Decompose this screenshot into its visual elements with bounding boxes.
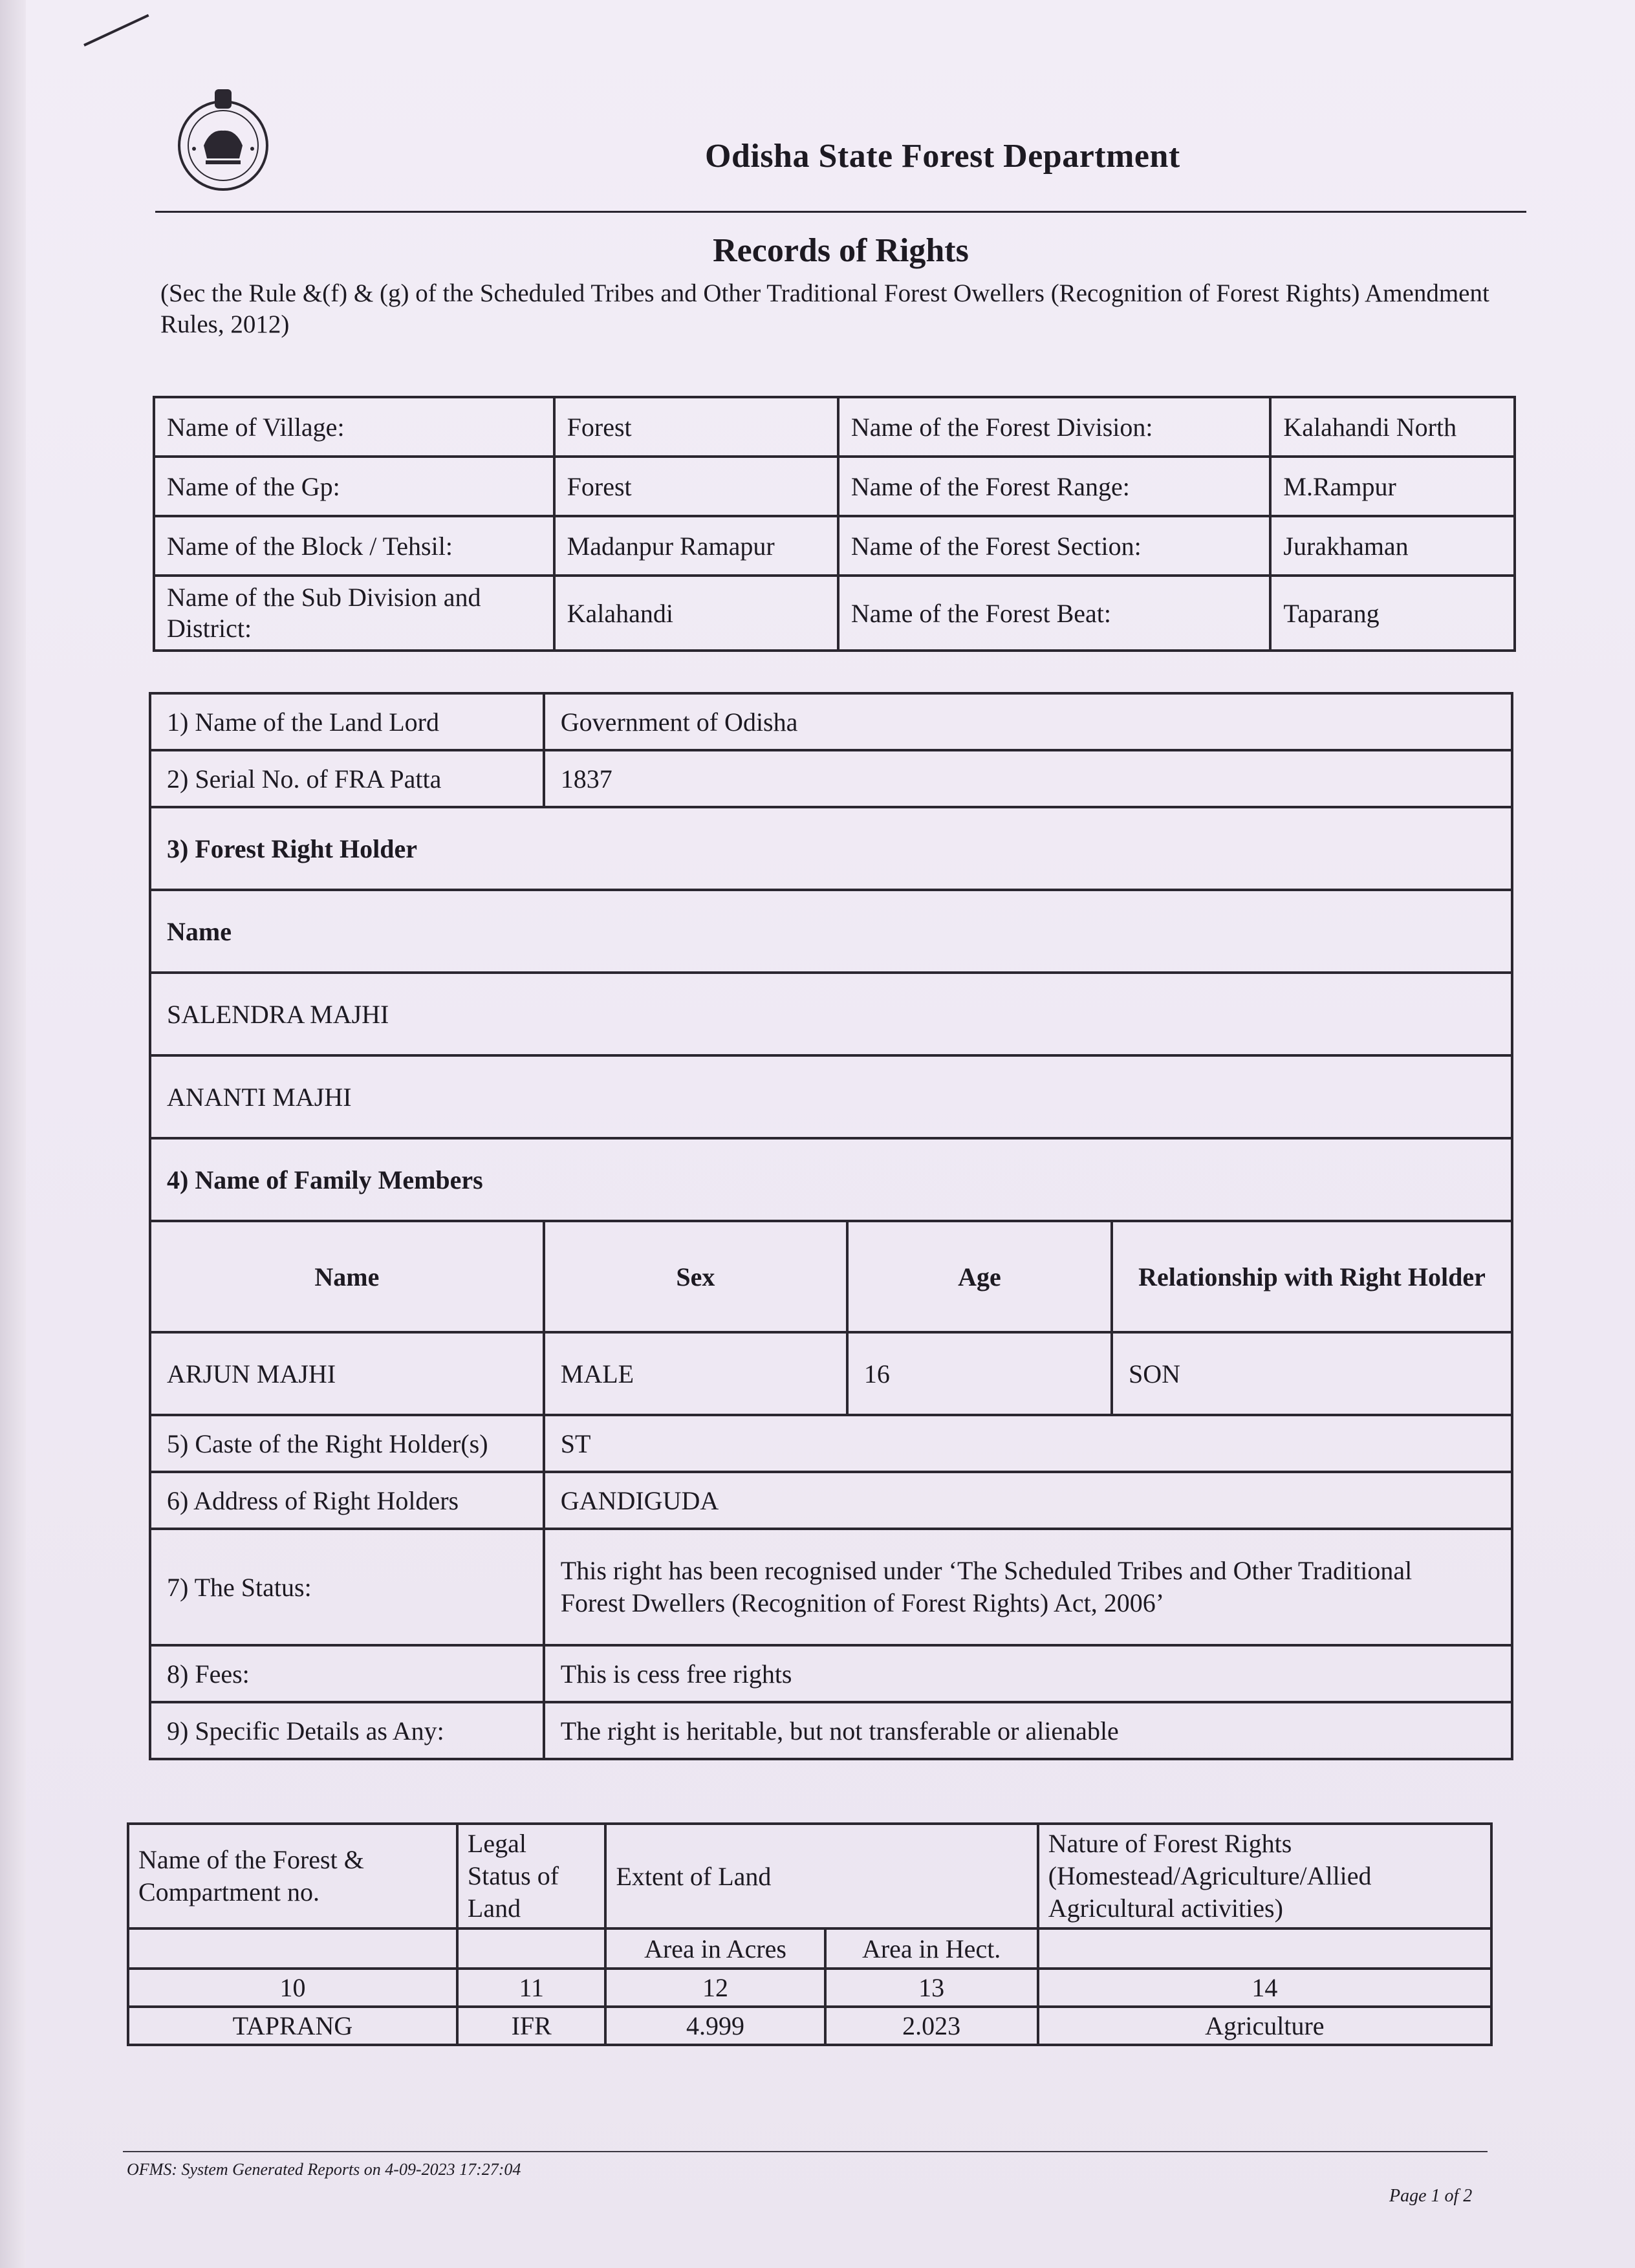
nature-value: Agriculture [1038,2007,1491,2045]
table-row [154,457,1515,516]
address-value: GANDIGUDA [544,1472,1512,1529]
generated-timestamp: OFMS: System Generated Reports on 4-09-2023 17:27:04 [127,2160,521,2179]
name-heading: Name [150,890,1512,973]
table-row [150,1415,1512,1472]
table-row [150,1472,1512,1529]
division-label: Name of the Forest Division: [838,397,1271,457]
landlord-value: Government of Odisha [544,693,1512,750]
col-nature-header: Nature of Forest Rights (Homestead/Agriculture/Allied Agricultural activities) [1038,1824,1491,1928]
status-label: 7) The Status: [150,1529,544,1645]
family-member-name: ARJUN MAJHI [150,1332,544,1415]
legal-status-value: IFR [457,2007,606,2045]
fees-label: 8) Fees: [150,1645,544,1702]
forest-name-value: TAPRANG [128,2007,457,2045]
status-line: Forest Dwellers (Recognition of Forest Rights) Act, 2006’ [560,1588,1165,1617]
document-title: Records of Rights [713,232,969,269]
table-row [150,1332,1512,1415]
table-row [150,1645,1512,1702]
table-row [154,516,1515,576]
col-number: 13 [825,1969,1038,2007]
col-acres-header: Area in Acres [605,1928,825,1969]
table-row [150,890,1512,973]
table-row [150,693,1512,750]
pen-mark [83,14,149,47]
section-value: Jurakhaman [1270,516,1515,576]
fees-value: This is cess free rights [544,1645,1512,1702]
col-forest-header: Name of the Forest & Compartment no. [128,1824,457,1928]
details-label: 9) Specific Details as Any: [150,1702,544,1759]
table-row [150,1055,1512,1138]
range-value: M.Rampur [1270,457,1515,516]
land-table [127,1822,1493,2046]
family-member-relationship: SON [1112,1332,1512,1415]
col-number: 10 [128,1969,457,2007]
village-label: Name of Village: [154,397,554,457]
beat-label: Name of the Forest Beat: [838,576,1271,651]
family-col-relationship: Relationship with Right Holder [1112,1221,1512,1332]
family-col-name: Name [150,1221,544,1332]
patta-label: 2) Serial No. of FRA Patta [150,750,544,807]
gp-value: Forest [554,457,838,516]
table-row [128,1928,1491,1969]
division-value: Kalahandi North [1270,397,1515,457]
family-col-age: Age [847,1221,1112,1332]
block-label: Name of the Block / Tehsil: [154,516,554,576]
table-row [154,576,1515,651]
village-value: Forest [554,397,838,457]
section-label: Name of the Forest Section: [838,516,1271,576]
table-row [128,1824,1491,1928]
holder-heading: 3) Forest Right Holder [150,807,1512,890]
status-line: This right has been recognised under ‘The Scheduled Tribes and Other Traditional [560,1556,1413,1585]
binding-shadow [0,0,26,2268]
details-value: The right is heritable, but not transferable or alienable [544,1702,1512,1759]
area-acres-value: 4.999 [605,2007,825,2045]
col-number: 12 [605,1969,825,2007]
table-row [150,1529,1512,1645]
beat-value: Taparang [1270,576,1515,651]
table-row [150,750,1512,807]
table-row [150,1702,1512,1759]
location-table [153,396,1516,652]
patta-value: 1837 [544,750,1512,807]
family-heading: 4) Name of Family Members [150,1138,1512,1221]
block-value: Madanpur Ramapur [554,516,838,576]
table-row [128,1969,1491,2007]
col-hect-header: Area in Hect. [825,1928,1038,1969]
caste-label: 5) Caste of the Right Holder(s) [150,1415,544,1472]
empty-cell [457,1928,606,1969]
table-row [150,1221,1512,1332]
landlord-label: 1) Name of the Land Lord [150,693,544,750]
family-member-age: 16 [847,1332,1112,1415]
family-col-sex: Sex [544,1221,847,1332]
status-value [544,1529,1512,1645]
col-extent-header: Extent of Land [605,1824,1037,1928]
footer-rule [123,2151,1488,2152]
rights-record-table [149,692,1513,1760]
gp-label: Name of the Gp: [154,457,554,516]
subdivision-value: Kalahandi [554,576,838,651]
empty-cell [128,1928,457,1969]
table-row [128,2007,1491,2045]
table-row [150,807,1512,890]
document-subtitle: (Sec the Rule &(f) & (g) of the Scheduled Tribes and Other Traditional Forest Owellers (Recognition of Forest Rights) Amendment Rules, 2012) [160,279,1489,338]
range-label: Name of the Forest Range: [838,457,1271,516]
col-legal-header: Legal Status of Land [457,1824,606,1928]
area-hect-value: 2.023 [825,2007,1038,2045]
holder-name: SALENDRA MAJHI [150,973,1512,1055]
table-row [150,1138,1512,1221]
family-member-sex: MALE [544,1332,847,1415]
holder-name: ANANTI MAJHI [150,1055,1512,1138]
header-rule [155,211,1526,213]
table-row [150,973,1512,1055]
empty-cell [1038,1928,1491,1969]
page-number: Page 1 of 2 [1389,2186,1473,2206]
col-number: 14 [1038,1969,1491,2007]
address-label: 6) Address of Right Holders [150,1472,544,1529]
odisha-emblem-icon [175,84,272,194]
table-row [154,397,1515,457]
caste-value: ST [544,1415,1512,1472]
col-number: 11 [457,1969,606,2007]
subdivision-label: Name of the Sub Division and District: [154,576,554,651]
department-title: Odisha State Forest Department [705,138,1180,175]
